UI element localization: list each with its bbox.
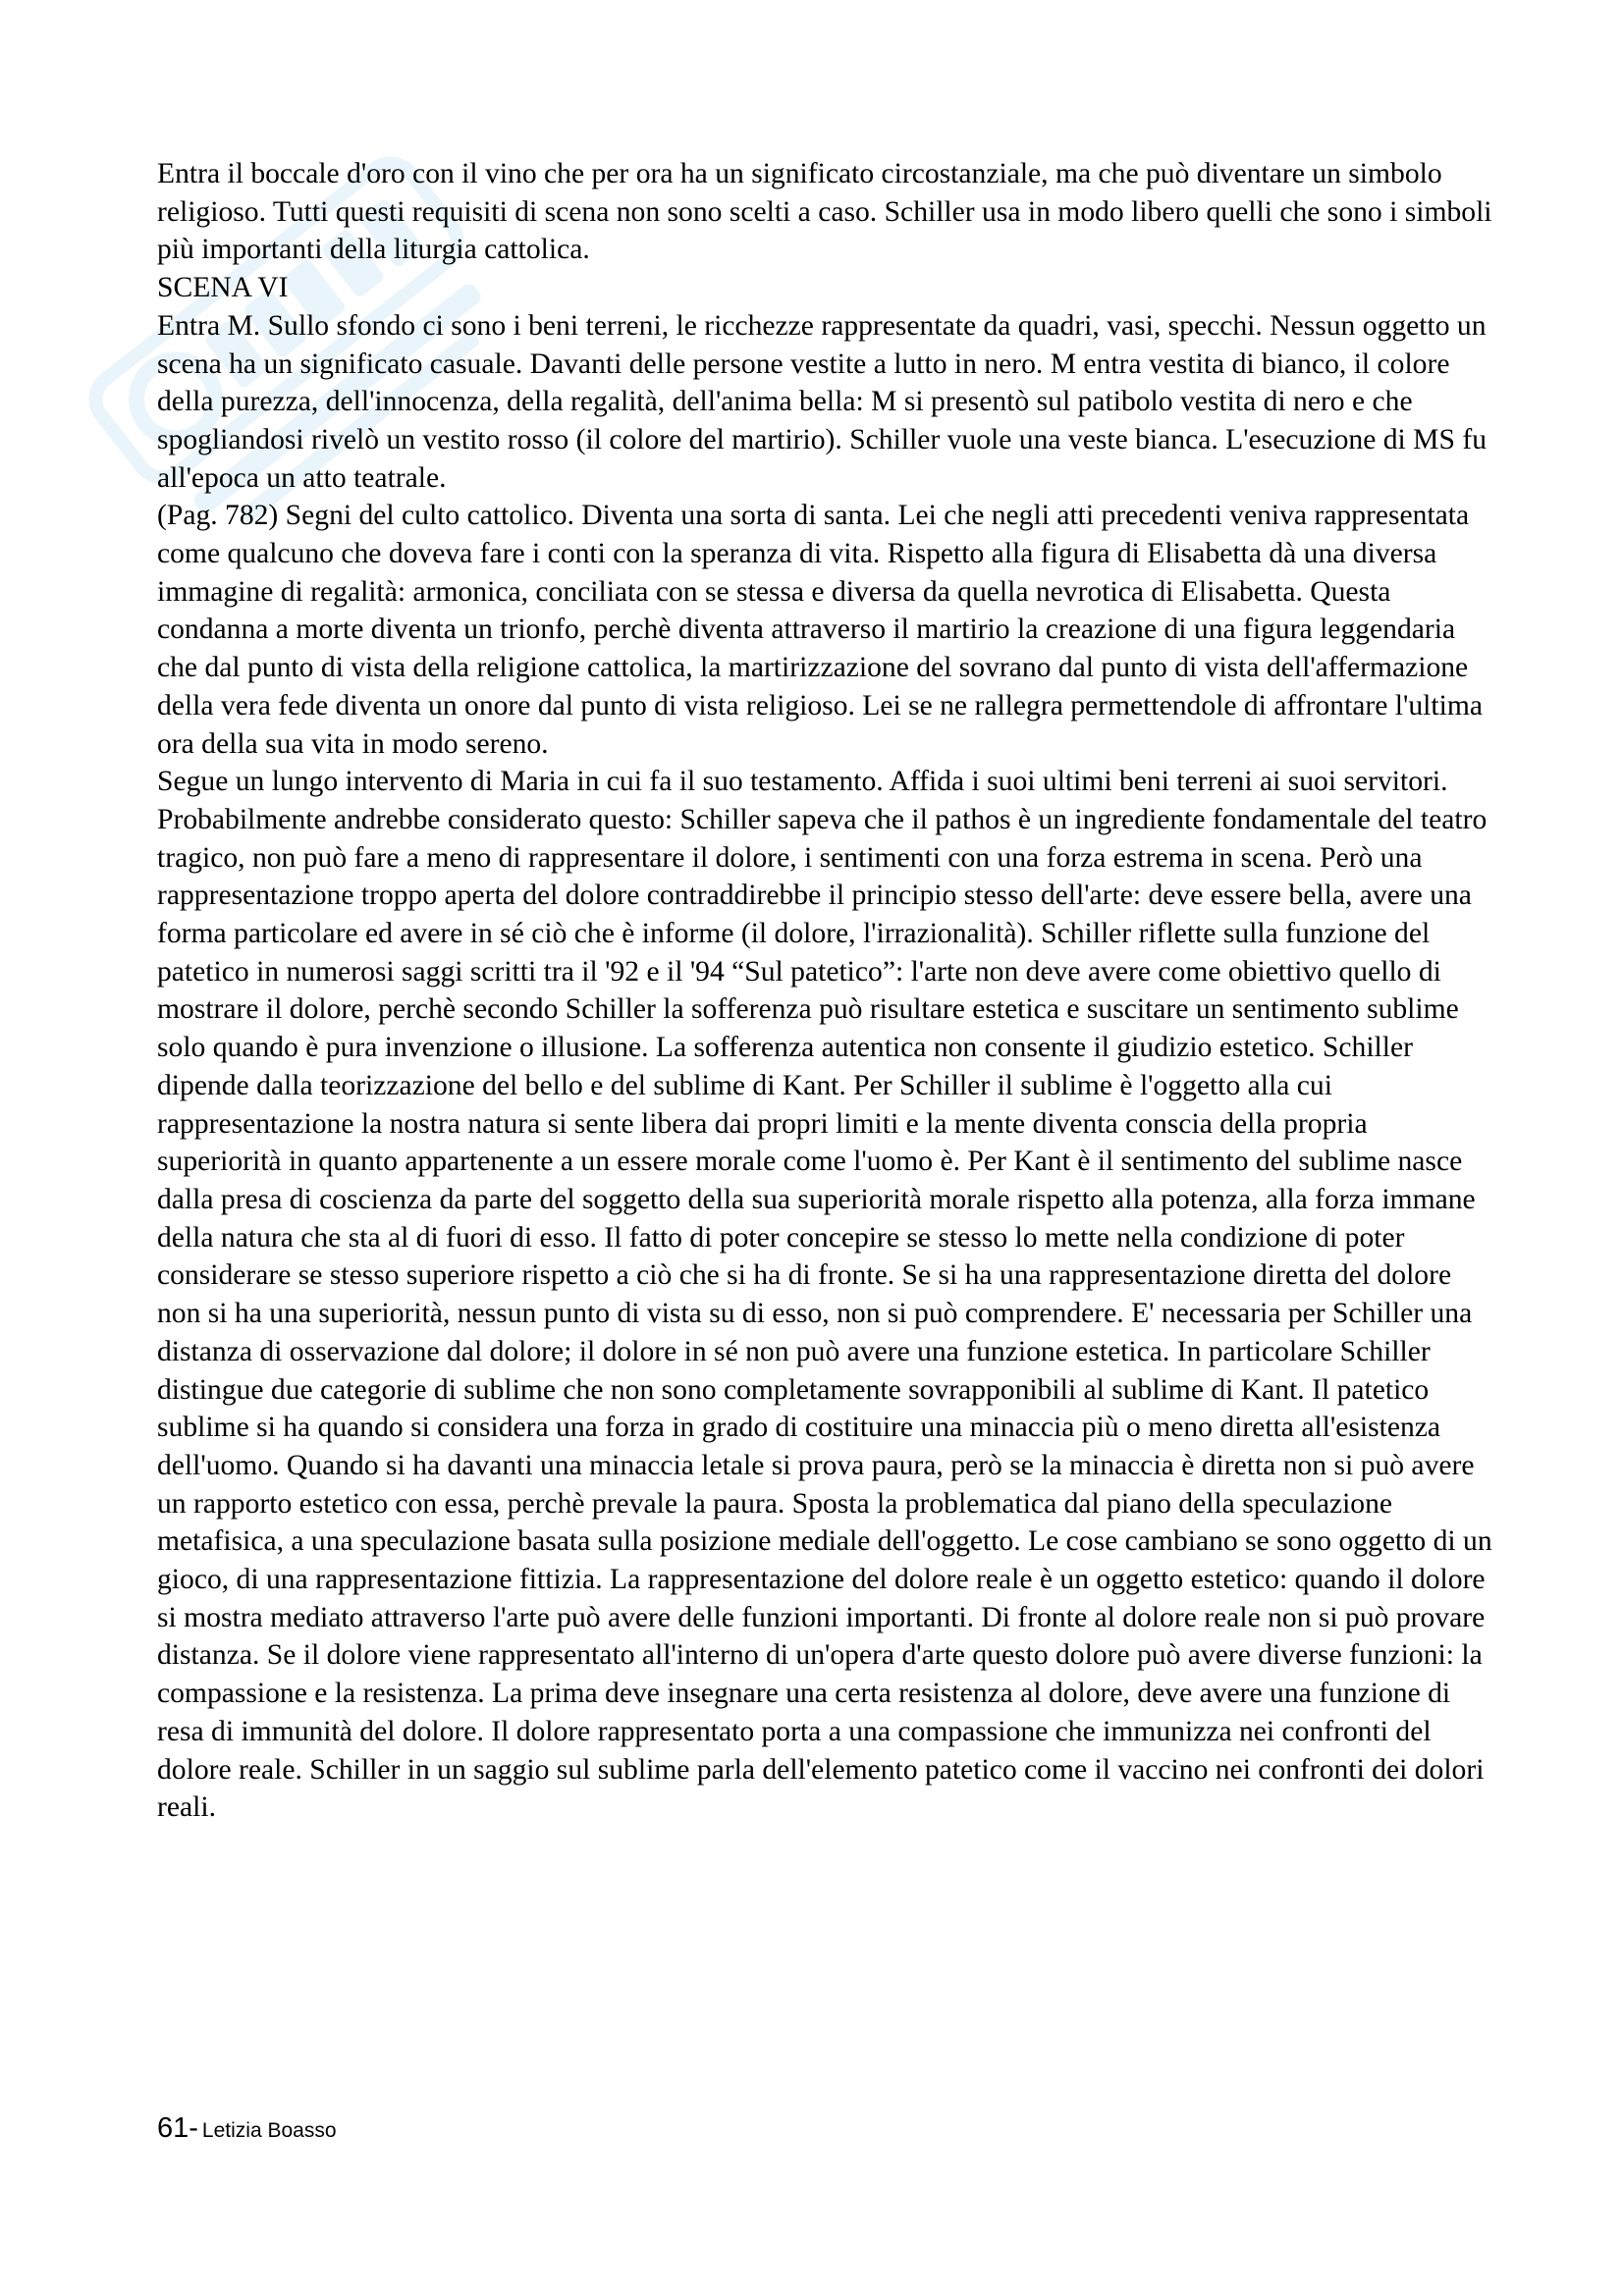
document-body xyxy=(157,155,1492,1827)
paragraph-boccale: Entra il boccale d'oro con il vino che per ora ha un significato circostanziale, ma che può diventare un simbolo religioso. Tutti questi requisiti di scena non sono scelti a caso. Schiller usa in modo libero quelli che sono i simboli più importanti della liturgia cattolica. xyxy=(157,158,1492,266)
page-number: 61- xyxy=(157,2112,198,2144)
page-footer xyxy=(157,2112,337,2145)
paragraph-entra-m: Entra M. Sullo sfondo ci sono i beni terreni, le ricchezze rappresentate da quadri, vasi, specchi. Nessun oggetto un scena ha un significato casuale. Davanti delle persone vestite a lutto in nero. M entra vestita di bianco, il colore della purezza, dell'innocenza, della regalità, dell'anima bella: M si presentò sul patibolo vestita di nero e che spogliandosi rivelò un vestito rosso (il colore del martirio). Schiller vuole una veste bianca. L'esecuzione di MS fu all'epoca un atto teatrale. xyxy=(157,309,1487,494)
scene-heading: SCENA VI xyxy=(157,272,289,304)
author-name: Letizia Boasso xyxy=(201,2119,337,2142)
paragraph-pag-782: (Pag. 782) Segni del culto cattolico. Diventa una sorta di santa. Lei che negli atti precedenti veniva rappresentata come qualcuno che doveva fare i conti con la speranza di vita. Rispetto alla figura di Elisabetta dà una diversa immagine di regalità: armonica, conciliata con se stessa e diversa da quella nevrotica di Elisabetta. Questa condanna a morte diventa un trionfo, perchè diventa attraverso il martirio la creazione di una figura leggendaria che dal punto di vista della religione cattolica, la martirizzazione del sovrano dal punto di vista dell'affermazione della vera fede diventa un onore dal punto di vista religioso. Lei se ne rallegra permettendole di affrontare l'ultima ora della sua vita in modo sereno. xyxy=(157,500,1483,760)
paragraph-testamento: Segue un lungo intervento di Maria in cui fa il suo testamento. Affida i suoi ultimi beni terreni ai suoi servitori. Probabilmente andrebbe considerato questo: Schiller sapeva che il pathos è un ingrediente fondamentale del teatro tragico, non può fare a meno di rappresentare il dolore, i sentimenti con una forza estrema in scena. Però una rappresentazione troppo aperta del dolore contraddirebbe il principio stesso dell'arte: deve essere bella, avere una forma particolare ed avere in sé ciò che è informe (il dolore, l'irrazionalità). Schiller riflette sulla funzione del patetico in numerosi saggi scritti tra il '92 e il '94 “Sul patetico”: l'arte non deve avere come obiettivo quello di mostrare il dolore, perchè secondo Schiller la sofferenza può risultare estetica e suscitare un sentimento sublime solo quando è pura invenzione o illusione. La sofferenza autentica non consente il giudizio estetico. Schiller dipende dalla teorizzazione del bello e del sublime di Kant. Per Schiller il sublime è l'oggetto alla cui rappresentazione la nostra natura si sente libera dai propri limiti e la mente diventa conscia della propria superiorità in quanto appartenente a un essere morale come l'uomo è. Per Kant è il sentimento del sublime nasce dalla presa di coscienza da parte del soggetto della sua superiorità morale rispetto alla potenza, alla forza immane della natura che sta al di fuori di esso. Il fatto di poter concepire se stesso lo mette nella condizione di poter considerare se stesso superiore rispetto a ciò che si ha di fronte. Se si ha una rappresentazione diretta del dolore non si ha una superiorità, nessun punto di vista su di esso, non si può comprendere. E' necessaria per Schiller una distanza di osservazione dal dolore; il dolore in sé non può avere una funzione estetica. In particolare Schiller distingue due categorie di sublime che non sono completamente sovrapponibili al sublime di Kant. Il patetico sublime si ha quando si considera una forza in grado di costituire una minaccia più o meno diretta all'esistenza dell'uomo. Quando si ha davanti una minaccia letale si prova paura, però se la minaccia è diretta non si può avere un rapporto estetico con essa, perchè prevale la paura. Sposta la problematica dal piano della speculazione metafisica, a una speculazione basata sulla posizione mediale dell'oggetto. Le cose cambiano se sono oggetto di un gioco, di una rappresentazione fittizia. La rappresentazione del dolore reale è un oggetto estetico: quando il dolore si mostra mediato attraverso l'arte può avere delle funzioni importanti. Di fronte al dolore reale non si può provare distanza. Se il dolore viene rappresentato all'interno di un'opera d'arte questo dolore può avere diverse funzioni: la compassione e la resistenza. La prima deve insegnare una certa resistenza al dolore, deve avere una funzione di resa di immunità del dolore. Il dolore rappresentato porta a una compassione che immunizza nei confronti del dolore reale. Schiller in un saggio sul sublime parla dell'elemento patetico come il vaccino nei confronti dei dolori reali. xyxy=(157,766,1492,1824)
